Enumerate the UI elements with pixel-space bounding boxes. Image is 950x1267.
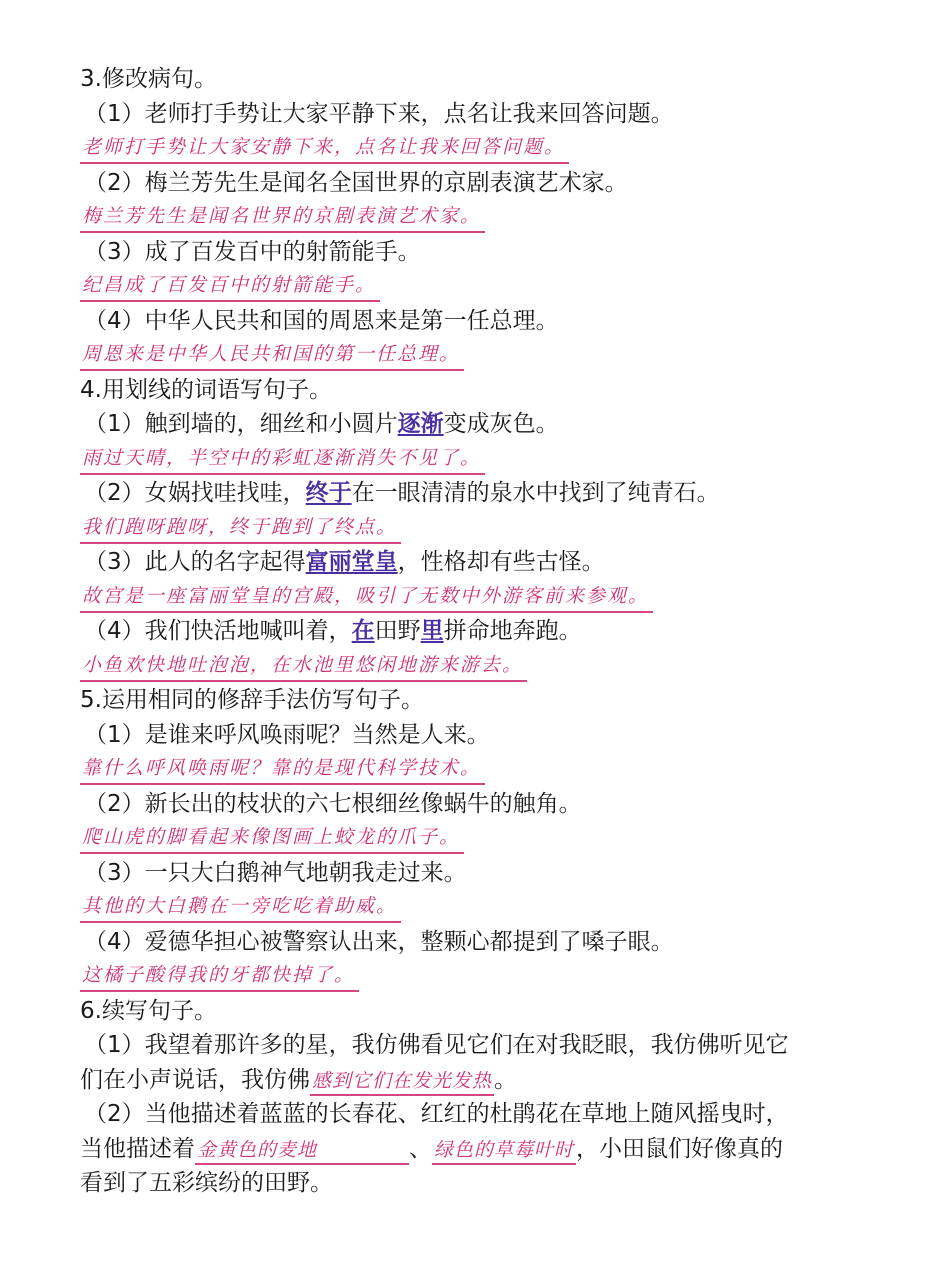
s6-q2-text-pre: 当他描述着	[80, 1135, 195, 1162]
s5-question-1: （1）是谁来呼风唤雨呢？当然是人来。	[84, 721, 490, 748]
section-3-title: 3.修改病句。	[80, 66, 217, 92]
s4-answer-1: 雨过天晴，半空中的彩虹逐渐消失不见了。	[80, 443, 485, 475]
s4-q2-text-post: 在一眼清清的泉水中找到了纯青石。	[351, 480, 720, 506]
s4-question-3	[0, 545, 950, 580]
s4-q1-text-pre: （1）触到墙的，细丝和小圆片	[84, 411, 398, 437]
s6-answer-2a: 金黄色的麦地	[195, 1137, 409, 1165]
section-4-title: 4.用划线的词语写句子。	[80, 376, 332, 403]
s6-q2-separator: 、	[409, 1135, 432, 1162]
s3-answer-3: 纪昌成了百发百中的射箭能手。	[80, 270, 380, 302]
s3-question-3: （3）成了百发百中的射箭能手。	[84, 238, 421, 265]
s4-question-1	[0, 407, 950, 442]
s4-q4-underlined-word-2: 里	[420, 618, 444, 644]
s3-question-4: （4）中华人民共和国的周恩来是第一任总理。	[84, 307, 559, 334]
s4-q4-text-post: 拼命地奔跑。	[443, 618, 582, 644]
s3-question-2: （2）梅兰芳先生是闻名全国世界的京剧表演艺术家。	[84, 169, 628, 196]
s6-q1-text-pre: 们在小声说话，我仿佛	[80, 1066, 310, 1093]
s6-q2-text-post: ，小田鼠们好像真的	[576, 1135, 784, 1162]
s3-question-1: （1）老师打手势让大家平静下来，点名让我来回答问题。	[84, 100, 674, 127]
s4-answer-4: 小鱼欢快地吐泡泡，在水池里悠闲地游来游去。	[80, 650, 527, 682]
s5-answer-3: 其他的大白鹅在一旁吃吃着助威。	[80, 891, 401, 923]
s4-q2-text-pre: （2）女娲找哇找哇，	[84, 480, 306, 506]
s3-answer-1: 老师打手势让大家安静下来，点名让我来回答问题。	[80, 132, 569, 164]
s4-question-4	[0, 614, 950, 649]
s4-answer-3: 故宫是一座富丽堂皇的宫殿，吸引了无数中外游客前来参观。	[80, 581, 653, 613]
s4-q3-text-pre: （3）此人的名字起得	[84, 549, 306, 575]
s5-answer-4: 这橘子酸得我的牙都快掉了。	[80, 960, 359, 992]
s3-answer-2: 梅兰芳先生是闻名世界的京剧表演艺术家。	[80, 201, 485, 233]
s4-q4-underlined-word-1: 在	[351, 618, 375, 644]
s4-answer-2: 我们跑呀跑呀，终于跑到了终点。	[80, 512, 401, 544]
s4-q4-text-mid: 田野	[374, 618, 421, 644]
s6-q1-text-post: 。	[494, 1066, 518, 1093]
section-5-title: 5.运用相同的修辞手法仿写句子。	[80, 687, 424, 713]
s4-question-2	[0, 476, 950, 511]
s6-q2-line-1: （2）当他描述着蓝蓝的长春花、红红的杜鹃花在草地上随风摇曳时，	[84, 1101, 789, 1127]
s5-answer-1: 靠什么呼风唤雨呢？靠的是现代科学技术。	[80, 753, 485, 785]
s5-question-3: （3）一只大白鹅神气地朝我走过来。	[84, 859, 467, 886]
s6-q1-line-1: （1）我望着那许多的星，我仿佛看见它们在对我眨眼，我仿佛听见它	[84, 1032, 789, 1058]
section-6-title: 6.续写句子。	[80, 997, 217, 1024]
s4-q2-underlined-word: 终于	[305, 480, 352, 506]
s4-q3-text-post: ，性格却有些古怪。	[397, 549, 605, 575]
s5-answer-2: 爬山虎的脚看起来像图画上蛟龙的爪子。	[80, 822, 464, 854]
s6-q2-line-3: 看到了五彩缤纷的田野。	[80, 1170, 333, 1196]
s3-answer-4: 周恩来是中华人民共和国的第一任总理。	[80, 339, 464, 371]
s6-answer-1: 感到它们在发光发热	[310, 1068, 494, 1096]
s4-q3-underlined-word: 富丽堂皇	[305, 549, 398, 575]
s5-question-2: （2）新长出的枝状的六七根细丝像蜗牛的触角。	[84, 790, 582, 817]
s6-q2-line-2	[0, 1132, 950, 1167]
s6-q1-line-2	[0, 1063, 950, 1098]
s4-q1-underlined-word: 逐渐	[397, 411, 444, 437]
s4-q1-text-post: 变成灰色。	[443, 411, 559, 437]
s6-answer-2b: 绿色的草莓叶时	[432, 1137, 576, 1165]
s5-question-4: （4）爱德华担心被警察认出来，整颗心都提到了嗓子眼。	[84, 928, 674, 955]
s4-q4-text-pre: （4）我们快活地喊叫着，	[84, 618, 352, 644]
